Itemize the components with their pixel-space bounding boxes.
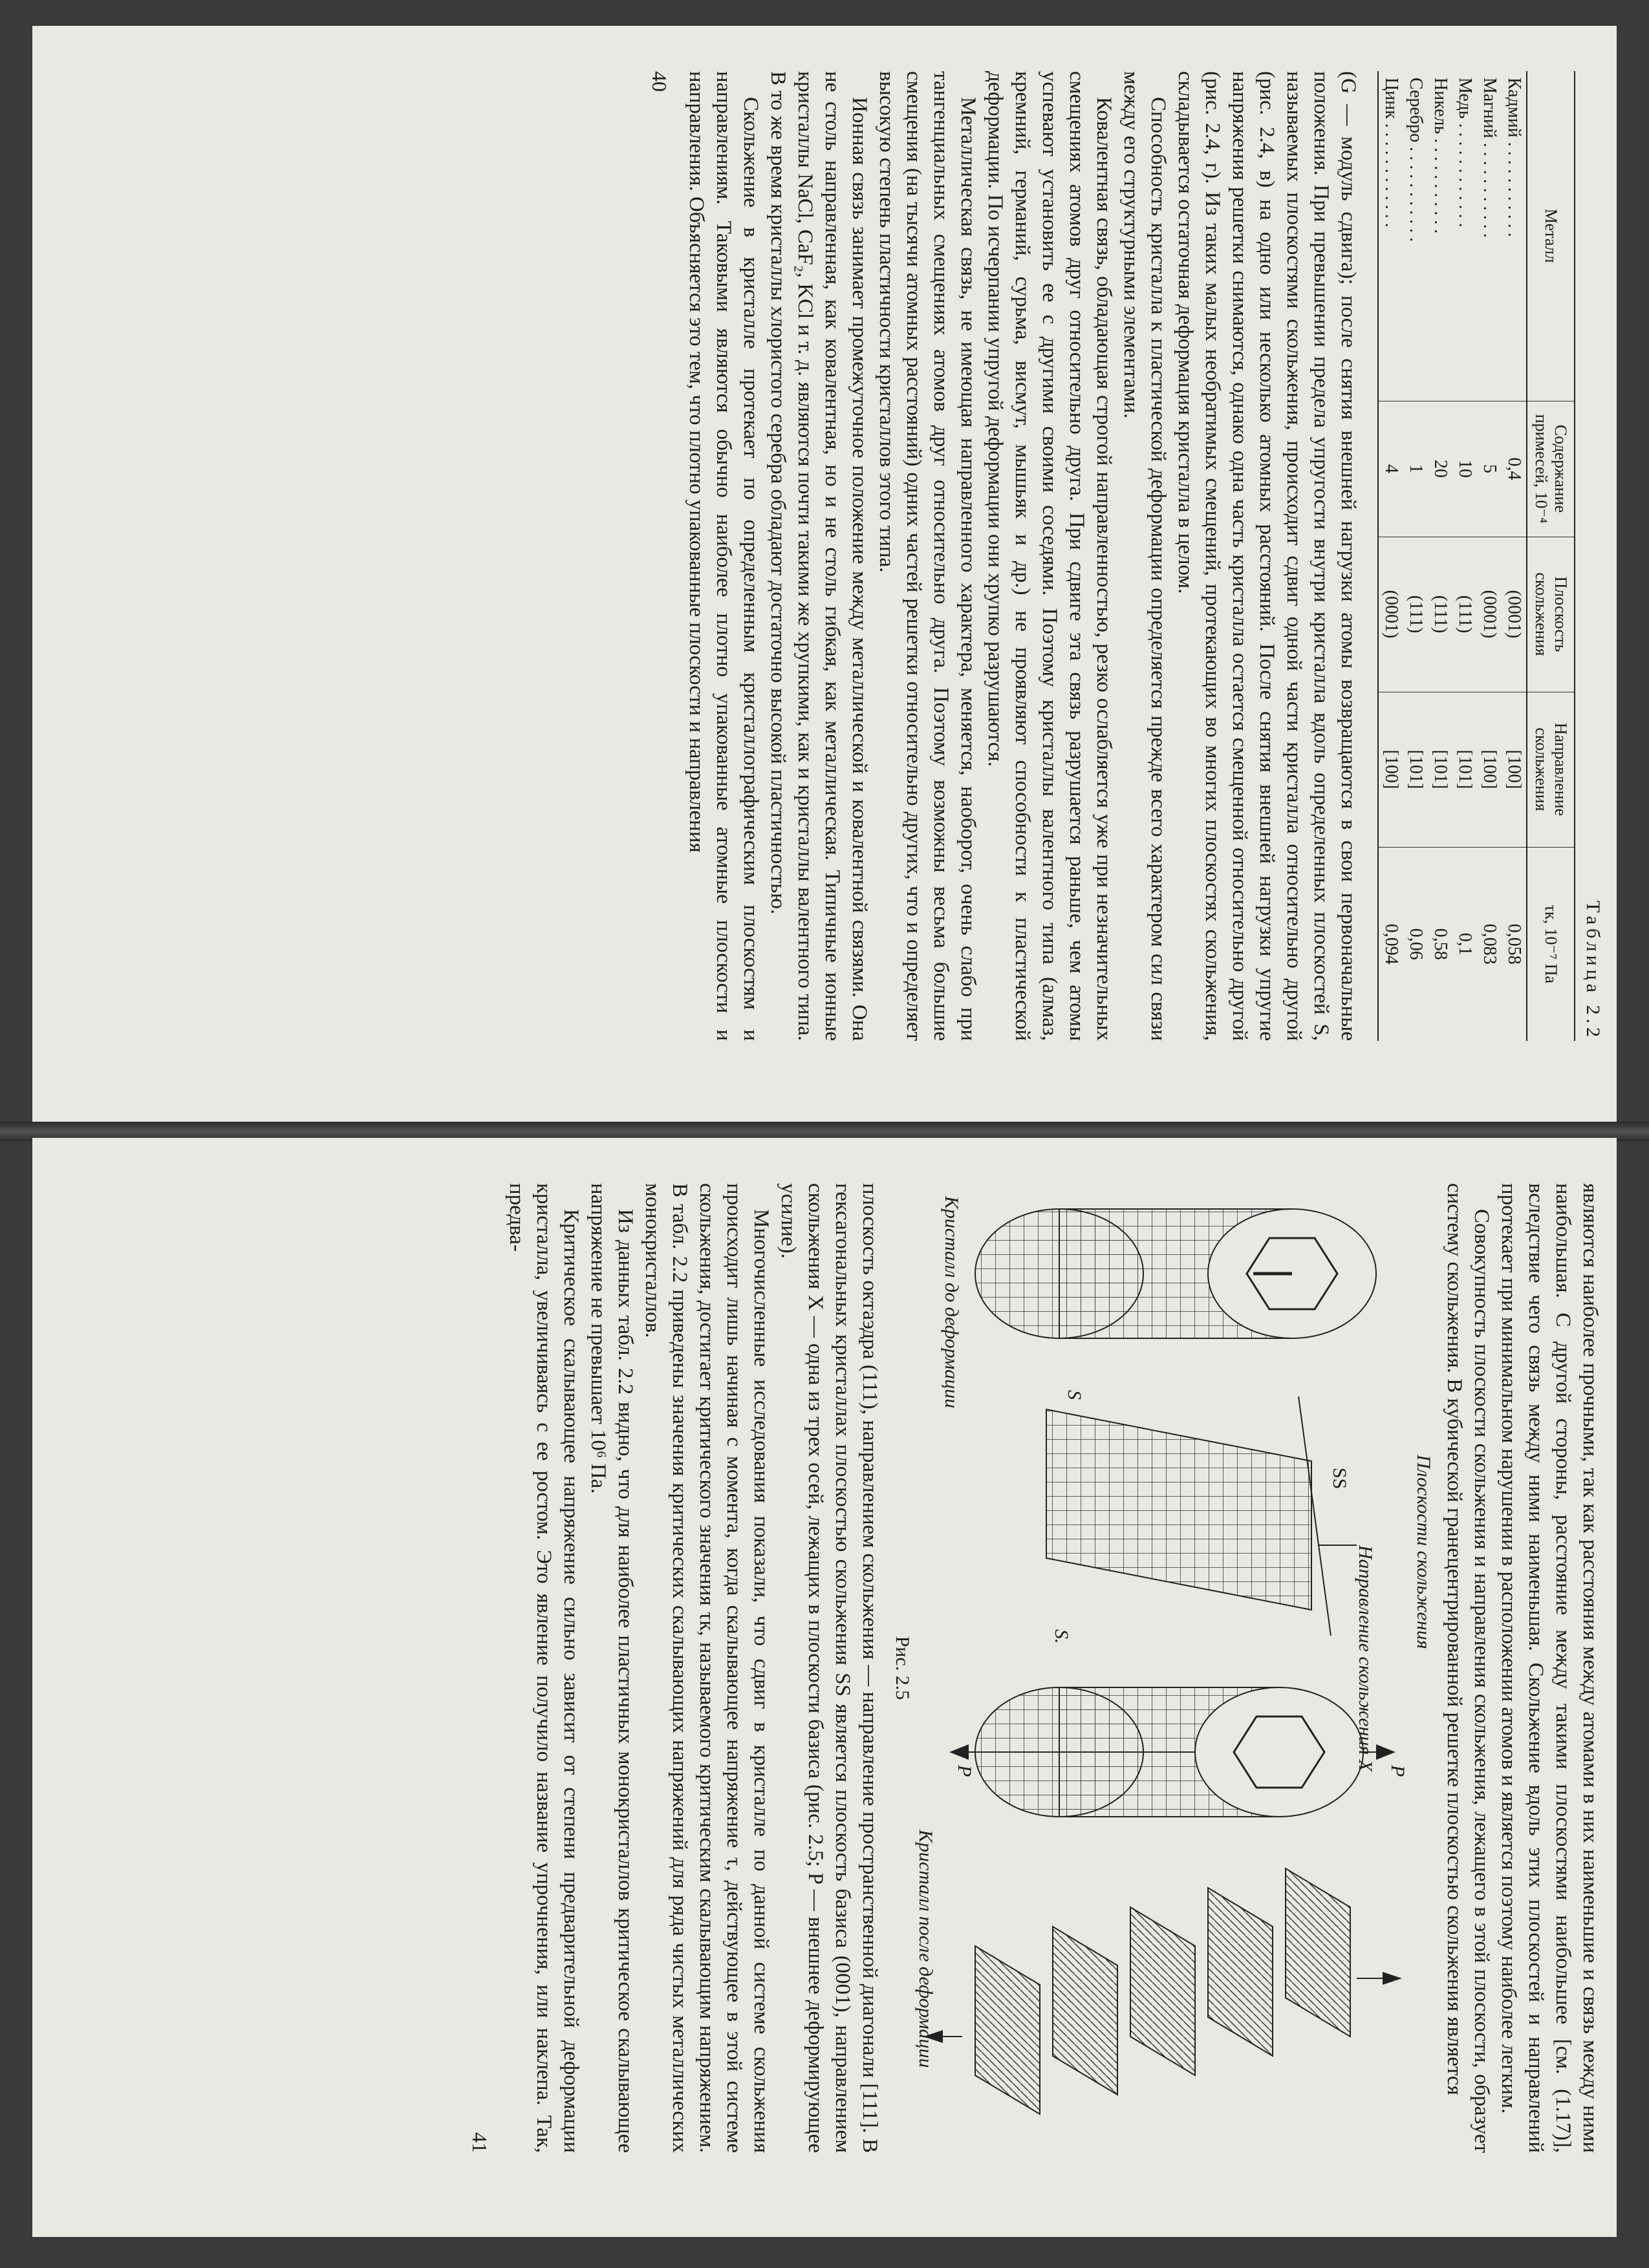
table-row: [1502, 71, 1527, 1041]
label-p-top: P: [1387, 1765, 1408, 1777]
cell-plane: (111): [1428, 537, 1452, 692]
label-after-deformation: Кристалл после деформации: [915, 1830, 936, 2068]
label-s-left: S: [1064, 1390, 1085, 1400]
cell-plane: (0001): [1477, 537, 1502, 692]
header-metal: Металл: [1527, 71, 1575, 401]
cell-metal: Цинк . . . . . . . . . . . .: [1378, 71, 1403, 401]
header-direction: Направление скольжения: [1527, 692, 1575, 847]
cell-impurity: 5: [1477, 401, 1502, 537]
table-row: [1403, 71, 1428, 1041]
cell-metal: Никель . . . . . . . . . . .: [1430, 78, 1450, 234]
page-41: [32, 1138, 1617, 2237]
paragraph: Критическое скалывающее напряжение сильно зависит от степени предварительной деформации кристалла, увеличиваясь с ее ростом. Это явление получило название упрочнения, или наклепа. Так, предва-: [505, 1183, 583, 2153]
cell-impurity: 20: [1428, 401, 1452, 537]
cell-tau: 0,058: [1502, 847, 1527, 1041]
slip-plane-drawing: [1046, 1396, 1357, 1636]
cell-tau: 0,083: [1477, 847, 1502, 1041]
paragraph: плоскость октаэдра (111), направлением скольжения — направление пространственной диагонали [111]. В гексагональных кристаллах плоскостью скольжения SS является плоскость базиса (0001), направлением скольжения X — одна из трех осей, лежащих в плоскости базиса (рис. 2.5; P — внешнее деформирующее усилие).: [777, 1183, 881, 2153]
paragraph: Скольжение в кристалле протекает по определенным кристаллографическим плоскостям и направлениям. Таковыми являются обычно наиболее плотно упакованные атомные плоскости и направления. Объясняется это тем, что плотно упакованные плоскости и направления: [685, 71, 762, 1041]
label-ss: SS: [1329, 1468, 1350, 1490]
cell-impurity: 10: [1452, 401, 1477, 537]
sheared-plates-drawing: [923, 1868, 1402, 2114]
table-row: [1378, 71, 1403, 1041]
cell-direction: [101]: [1452, 692, 1477, 847]
crystal-after-drawing: [949, 1687, 1396, 1817]
cell-plane: (0001): [1378, 537, 1403, 692]
page-40-content: [52, 26, 1617, 1086]
table-row: [1452, 71, 1477, 1041]
slip-diagram: [917, 1183, 1408, 2153]
header-impurity: Содержание примесей, 10⁻⁴: [1527, 401, 1575, 537]
paragraph: Из данных табл. 2.2 видно, что для наиболее пластичных монокристаллов критическое скалывающее напряжение не превышает 10⁶ Па.: [587, 1183, 637, 2153]
paragraph: (G — модуль сдвига); после снятия внешней нагрузки атомы возвращаются в свои первоначальные положения. При превышении предела упругости внутри кристалла вдоль определенных плоскостей S, называемых плоскостями скольжения, происходит сдвиг одной части кристалла относительно другой (рис. 2.4, в) на одно или несколько атомных расстояний. После снятия внешней нагрузки упругие напряжения решетки снимаются, однако одна часть кристалла остается смещенной относительно другой (рис. 2.4, г). Из таких малых необратимых смещений, протекающих во многих плоскостях скольжения, складывается остаточная деформация кристалла в целом.: [1174, 71, 1360, 1041]
table-header-row: [1527, 71, 1575, 1041]
paragraph: являются наиболее прочными, так как расстояния между атомами в них наименьшие и связь между ними наибольшая. С другой стороны, расстояние между такими плоскостями наибольшее [см. (1.17)], вследствие чего связь между ними наименьшая. Скольжение вдоль этих плоскостей и направлений протекает при минимальном нарушении в расположении атомов и является поэтому наиболее легким.: [1497, 1183, 1602, 2153]
cell-plane: (111): [1452, 537, 1477, 692]
cell-tau: 0,1: [1452, 847, 1477, 1041]
label-before-deformation: Кристалл до деформации: [941, 1196, 962, 1409]
table-caption: Таблица 2.2: [1582, 901, 1604, 1041]
cell-direction: [101]: [1403, 692, 1428, 847]
figure-caption: Рис. 2.5: [892, 1636, 913, 1700]
cell-plane: (0001): [1502, 537, 1527, 692]
paragraph: Ионная связь занимает промежуточное положение между металлической и ковалентной связями. Она не столь направленная, как ковалентная, но и не столь гибкая, как металлическая. Типичные ионные кристаллы NaCl, CaF₂, KCl и т. д. являются почти такими же хрупкими, как и кристаллы валентного типа. В то же время кристаллы хлористого серебра обладают достаточно высокой пластичностью.: [766, 71, 871, 1041]
page-40: [32, 26, 1617, 1125]
table-row: [1428, 71, 1452, 1041]
cell-tau: 0,58: [1428, 847, 1452, 1041]
paragraph: Ковалентная связь, обладающая строгой направленностью, резко ослабляется уже при незначительных смещениях атомов друг относительно друга. При сдвиге эта связь разрушается раньше, чем атомы успевают установить ее с другими своими соседями. Поэтому кристаллы валентного типа (алмаз, кремний, германий, сурьма, висмут, мышьяк и др.) не проявляют способности к пластической деформации. По исчерпании упругой деформации они хрупко разрушаются.: [984, 71, 1116, 1041]
cell-direction: [101]: [1428, 692, 1452, 847]
label-p-bottom: P: [954, 1765, 975, 1777]
page-number: 40: [648, 71, 671, 92]
cell-direction: [100]: [1477, 692, 1502, 847]
label-s-right: S.: [1051, 1629, 1072, 1644]
paragraph: Совокупность плоскости скольжения и направления скольжения, лежащего в этой плоскости, образует систему скольжения. В кубической гранецентрированной решетке плоскостью скольжения является: [1443, 1183, 1493, 2153]
crystal-before-drawing: [975, 1209, 1376, 1338]
paragraph: Металлическая связь, не имеющая направленного характера, меняется, наоборот, очень слабо при тангенциальных смещениях атомов друг относительно друга. Поэтому возможны весьма большие смещения (на тысячи атомных расстояний) одних частей решетки относительно других, что и определяет высокую степень пластичности кристаллов этого типа.: [875, 71, 980, 1041]
cell-tau: 0,094: [1378, 847, 1403, 1041]
cell-impurity: 1: [1403, 401, 1428, 537]
paragraph: Многочисленные исследования показали, что сдвиг в кристалле по данной системе скольжения происходит лишь начиная с момента, когда скалывающее напряжение τ, действующее в этой системе скольжения, достигает критического значения τк, называемого критическим скалывающим напряжением. В табл. 2.2 приведены значения критических скалывающих напряжений для ряда чистых металлических монокристаллов.: [641, 1183, 773, 2153]
cell-metal: Кадмий . . . . . . . . . . .: [1504, 78, 1524, 237]
label-slip-direction: Направление скольжения X: [1355, 1545, 1376, 1772]
cell-impurity: 4: [1378, 401, 1403, 537]
label-slip-planes: Плоскости скольжения: [1413, 1455, 1434, 1649]
page-number: 41: [468, 2132, 491, 2153]
page-41-content: [52, 1138, 1617, 2198]
cell-direction: [100]: [1378, 692, 1403, 847]
cell-metal: Магний . . . . . . . . . . .: [1480, 78, 1500, 238]
figure-2-5: [917, 1183, 1434, 2153]
header-plane: Плоскость скольжения: [1527, 537, 1575, 692]
cell-plane: (111): [1403, 537, 1428, 692]
cell-tau: 0,06: [1403, 847, 1428, 1041]
cell-direction: [100]: [1502, 692, 1527, 847]
slip-table: [1377, 71, 1575, 1041]
table-row: [1477, 71, 1502, 1041]
cell-metal: Серебро . . . . . . . . . . .: [1406, 78, 1426, 242]
cell-metal: Медь . . . . . . . . . . . .: [1455, 78, 1475, 228]
paragraph: Способность кристалла к пластической деформации определяется прежде всего характером сил связи между его структурными элементами.: [1119, 71, 1170, 1041]
cell-impurity: 0,4: [1502, 401, 1527, 537]
header-tau: τк, 10⁻⁷ Па: [1527, 847, 1575, 1041]
